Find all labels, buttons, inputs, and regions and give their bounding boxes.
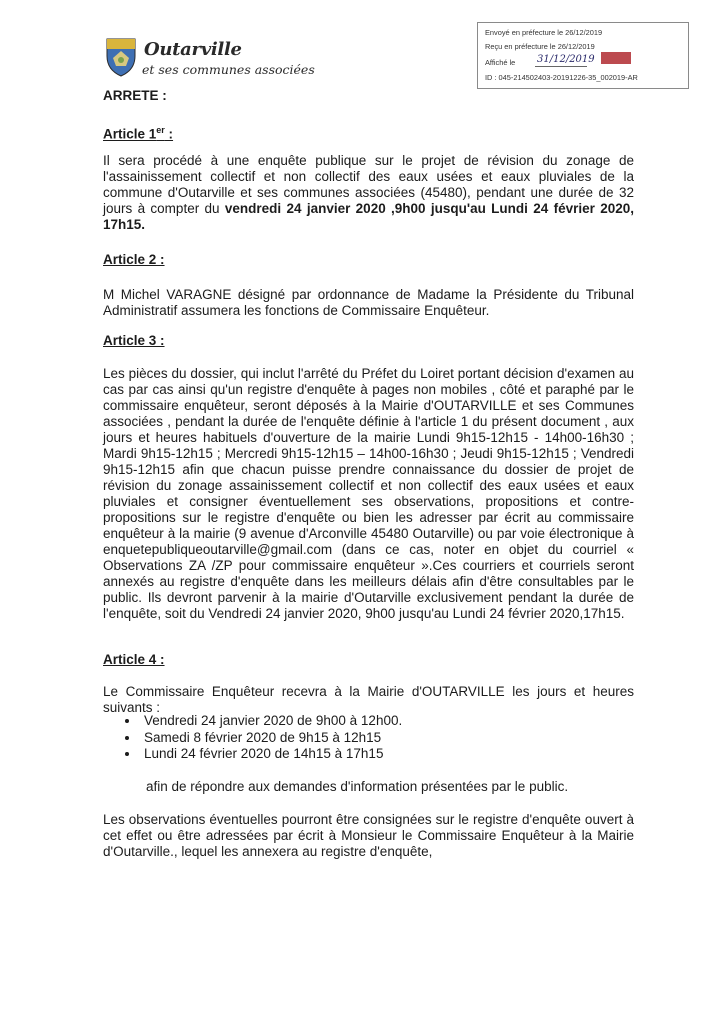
article-3-text: Les pièces du dossier, qui inclut l'arrêté du Préfet du Loiret portant décision d'examen au cas par cas ainsi qu'un registre d'enquête à pages non mobiles , côté et paraphé par le commissaire enquêteur, seront déposés à la Mairie d'OUTARVILLE et ses Communes associées , pendant la durée de l'enquête définie à l'article 1 du présent document , aux jours et heures habituels d'ouverture de la mairie Lundi 9h15-12h15 - 14h00-16h30 ; Mardi 9h15-12h15 ; Mercredi 9h15-12h15 – 14h00-16h30 ; Jeudi 9h15-12h15 ; Vendredi 9h15-12h15 afin que chacun puisse prendre connaissance du dossier de projet de révision du zonage assainissement collectif et non collectif des eaux usées et eaux pluviales et consigner éventuellement ses observations, propositions et contre-propositions sur le registre d'enquête ou bien les adresser par écrit au commissaire enquêteur à la mairie (9 avenue d'Arconville 45480 Outarville) ou par voie électronique à enquetepubliqueoutarville@gmail.com (dans ce cas, noter en objet du courriel « Observations ZA /ZP pour commissaire enquêteur ».Ces courriers et courriels seront annexés au registre d'enquête dans les meilleurs délais afin d'être consultables par le public. Ils devront parvenir à la mairie d'Outarville exclusivement pendant la durée de l'enquête, soit du Vendredi 24 janvier 2020, 9h00 jusqu'au Lundi 24 février 2020,17h15. [103, 366, 634, 621]
stamp-handwritten-date: 31/12/2019 [537, 54, 595, 65]
article-1-heading-sup: er [156, 125, 165, 135]
municipality-logo [104, 36, 324, 84]
page-title: ARRETE : [103, 88, 167, 103]
logo-name: Outarville [144, 39, 242, 60]
article-4-heading: Article 4 : [103, 652, 165, 667]
article-4-purpose: afin de répondre aux demandes d'information présentées par le public. [146, 779, 569, 794]
stamp-received-line: Reçu en préfecture le 26/12/2019 [485, 42, 595, 51]
article-1-heading [103, 125, 173, 142]
article-1-text [103, 153, 634, 233]
logo-subtitle: et ses communes associées [142, 62, 315, 77]
stamp-id-line: ID : 045-214502403-20191226-35_002019-AR [485, 73, 638, 82]
article-1-dates: vendredi 24 janvier 2020 ,9h00 jusqu'au Lundi 24 février 2020, 17h15. [103, 201, 634, 232]
coat-of-arms-icon [104, 36, 138, 78]
stamp-red-mark [601, 52, 631, 64]
stamp-date-underline [535, 66, 587, 67]
stamp-posted-line [485, 54, 595, 67]
article-1-text-a: Il sera procédé à une enquête publique sur le projet de révision du zonage de l'assainissement collectif et non collectif des eaux usées et eaux pluviales de la commune d'Outarville et ses communes associées (45480), pendant une durée de 32 jours à compter du [103, 153, 634, 216]
stamp-posted-label: Affiché le [485, 58, 516, 67]
article-2-text: M Michel VARAGNE désigné par ordonnance de Madame la Présidente du Tribunal Administratif assumera les fonctions de Commissaire Enquêteur. [103, 287, 634, 318]
list-item: • Vendredi 24 janvier 2020 de 9h00 à 12h00. [140, 713, 402, 730]
permanence-dates-list [118, 713, 402, 763]
article-4-final: Les observations éventuelles pourront être consignées sur le registre d'enquête ouvert à cet effet ou être adressées par écrit à Monsieur le Commissaire Enquêteur à la Mairie d'Outarville., lequel les annexera au registre d'enquête, [103, 812, 634, 859]
article-2-heading: Article 2 : [103, 252, 165, 267]
stamp-sent-line: Envoyé en préfecture le 26/12/2019 [485, 28, 603, 37]
list-item: • Lundi 24 février 2020 de 14h15 à 17h15 [140, 746, 402, 763]
article-1-heading-end: : [164, 126, 174, 142]
article-4-intro: Le Commissaire Enquêteur recevra à la Mairie d'OUTARVILLE les jours et heures suivants : [103, 684, 634, 715]
article-1-heading-main: Article 1 [103, 126, 157, 142]
list-item: • Samedi 8 février 2020 de 9h15 à 12h15 [140, 730, 402, 747]
article-3-heading: Article 3 : [103, 333, 165, 348]
prefecture-stamp [477, 22, 689, 89]
